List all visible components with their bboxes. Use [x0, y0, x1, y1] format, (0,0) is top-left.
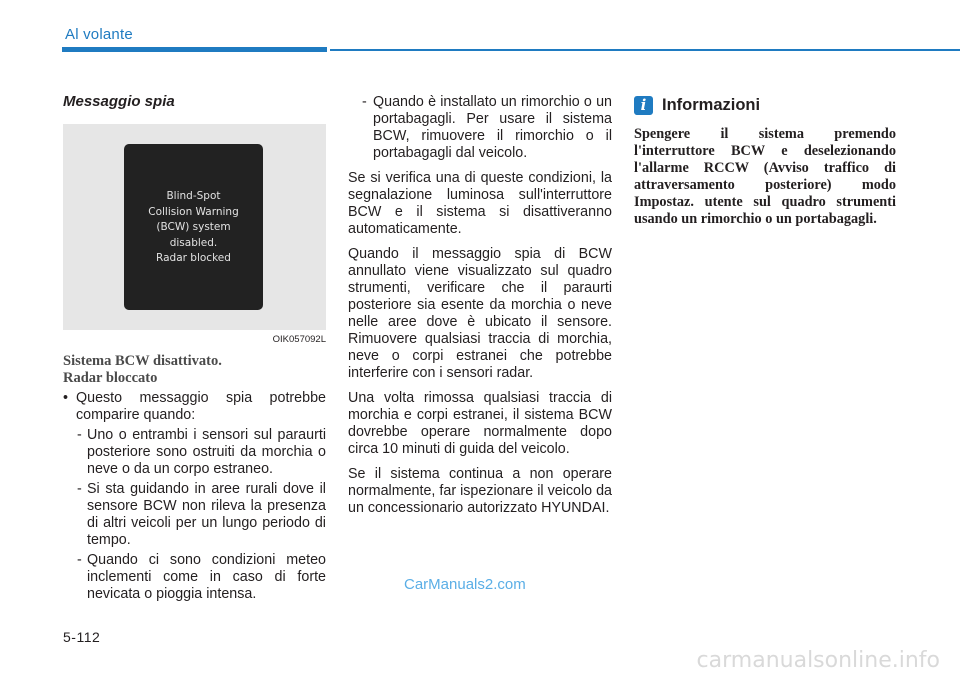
display-message: Blind-Spot Collision Warning (BCW) system disabled. Radar blocked — [148, 190, 239, 265]
dash-text: Quando ci sono condizioni meteo inclementi come in caso di forte nevicata o pioggia intensa. — [87, 552, 326, 602]
paragraph: Se si verifica una di queste condizioni, la segnalazione luminosa sull'interruttore BCW e il sistema si disattiveranno automaticamente. — [348, 170, 612, 237]
bullet-icon: • — [63, 390, 69, 406]
figure-code: OIK057092L — [272, 334, 326, 345]
info-text: Spengere il sistema premendo l'interruttore BCW e deselezionando l'allarme RCCW (Avviso traffico di attraversamento posteriore) modo Impostaz. utente sul quadro strumenti usando un rimorchio o un portabagagli. — [634, 126, 896, 227]
page-number: 5-112 — [63, 629, 101, 645]
figure-box — [63, 124, 326, 330]
bullet-text: Questo messaggio spia potrebbe comparire quando: — [76, 390, 326, 423]
info-heading — [634, 96, 896, 115]
bullet-item — [63, 390, 326, 424]
dash-mark: - — [77, 427, 82, 443]
info-title: Informazioni — [662, 96, 761, 114]
dash-item — [348, 94, 612, 162]
paragraph: Una volta rimossa qualsiasi traccia di morchia e corpi estranei, il sistema BCW dovrebbe operare normalmente dopo circa 10 minuti di guida del veicolo. — [348, 390, 612, 457]
subheading: Messaggio spia — [63, 93, 175, 110]
cluster-display — [124, 144, 263, 310]
dash-mark: - — [77, 481, 82, 497]
dash-text: Quando è installato un rimorchio o un portabagagli. Per usare il sistema BCW, rimuovere il rimorchio o il portabagagli dal veicolo. — [373, 94, 612, 161]
info-icon: i — [634, 96, 653, 115]
watermark: CarManuals2.com — [404, 576, 526, 593]
dash-text: Uno o entrambi i sensori sul paraurti posteriore sono ostruiti da morchia o neve o da un corpo estraneo. — [87, 427, 326, 477]
left-column — [63, 93, 326, 603]
figure-caption: Sistema BCW disattivato. Radar bloccato — [63, 353, 222, 386]
header-rule-thin — [330, 49, 960, 51]
dash-mark: - — [362, 94, 367, 110]
middle-column — [348, 94, 612, 517]
dash-item — [63, 427, 326, 478]
dash-mark: - — [77, 552, 82, 568]
info-box — [634, 96, 896, 228]
dash-text: Si sta guidando in aree rurali dove il sensore BCW non rileva la presenza di altri veicoli per un lungo periodo di tempo. — [87, 481, 326, 548]
header-rule-thick — [62, 47, 327, 52]
section-title: Al volante — [65, 26, 133, 43]
paragraph: Se il sistema continua a non operare normalmente, far ispezionare il veicolo da un concessionario autorizzato HYUNDAI. — [348, 466, 612, 516]
dash-item — [63, 481, 326, 549]
paragraph: Quando il messaggio spia di BCW annullato viene visualizzato sul quadro strumenti, verificare che il paraurti posteriore sia esente da morchia o neve nelle aree dove è ubicato il sensore. Rimuovere qualsiasi traccia di morchia, neve o corpi estranei che potrebbe interferire con i sensori radar. — [348, 246, 612, 381]
dash-item — [63, 552, 326, 603]
site-watermark: carmanualsonline.info — [696, 648, 940, 673]
